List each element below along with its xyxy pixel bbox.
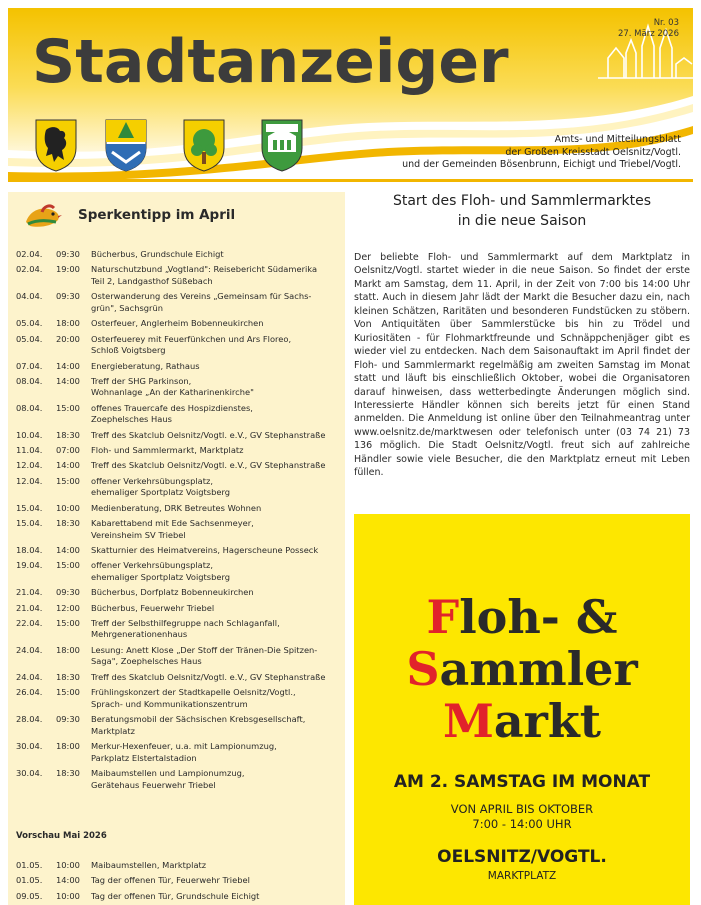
event-date: 01.05. — [16, 860, 43, 870]
event-time: 14:00 — [56, 545, 80, 556]
event-time: 09:30 — [56, 587, 80, 598]
event-description: Osterfeuerey mit Feuerfünkchen und Ars Floreo, — [91, 333, 292, 344]
event-description: Merkur-Hexenfeuer, u.a. mit Lampionumzug, — [91, 741, 277, 752]
event-description: Treff des Skatclub Oelsnitz/Vogtl. e.V., GV Stephanstraße — [91, 460, 326, 471]
event-description: Treff des Skatclub Oelsnitz/Vogtl. e.V., GV Stephanstraße — [91, 429, 326, 440]
event-item — [16, 403, 342, 426]
event-description: Teil 2, Landgasthof Süßebach — [91, 275, 213, 286]
event-description: Tag der offenen Tür, Feuerwehr Triebel — [91, 875, 250, 886]
event-description: Schloß Voigtsberg — [91, 345, 166, 356]
event-item — [16, 291, 342, 314]
event-item — [16, 618, 342, 641]
ad-initial: F — [426, 590, 460, 644]
newspaper-title: Stadtanzeiger — [32, 27, 509, 97]
ad-hours: 7:00 - 14:00 UHR — [472, 817, 572, 831]
event-description: Treff des Skatclub Oelsnitz/Vogtl. e.V., GV Stephanstraße — [91, 671, 326, 682]
event-item — [16, 741, 342, 764]
event-date: 22.04. — [16, 617, 43, 628]
ad-headline-floh — [354, 590, 690, 644]
masthead-subtitle — [402, 134, 681, 172]
event-date: 02.04. — [16, 264, 43, 275]
event-description: Bücherbus, Grundschule Eichigt — [91, 249, 224, 259]
event-item — [16, 587, 342, 599]
building-crest-icon — [260, 118, 304, 172]
event-time: 18:00 — [56, 318, 80, 329]
event-item — [16, 460, 342, 472]
ad-headline-sammler — [354, 642, 690, 696]
event-time: 19:00 — [56, 264, 80, 275]
issue-number: Nr. 03 — [653, 18, 679, 28]
event-description: Bücherbus, Feuerwehr Triebel — [91, 602, 215, 613]
event-item — [16, 430, 342, 442]
header-divider — [8, 179, 693, 182]
ad-schedule: AM 2. SAMSTAG IM MONAT — [393, 772, 651, 792]
municipal-crests — [34, 118, 314, 178]
event-description: Tag der offenen Tür, Grundschule Eichigt — [91, 890, 260, 901]
subtitle-line: Amts- und Mitteilungsblatt — [554, 134, 681, 145]
ad-city: OELSNITZ/VOGTL. — [437, 847, 607, 867]
event-date: 15.04. — [16, 502, 43, 513]
event-date: 24.04. — [16, 644, 43, 655]
event-description: offenes Trauercafe des Hospizdienstes, — [91, 402, 253, 413]
event-date: 21.04. — [16, 587, 43, 598]
event-description: ehemaliger Sportplatz Voigtsberg — [91, 487, 230, 498]
event-description: Energieberatung, Rathaus — [91, 360, 200, 371]
ad-period — [354, 802, 690, 832]
event-date: 18.04. — [16, 545, 43, 556]
event-item — [16, 714, 342, 737]
event-date: 05.04. — [16, 333, 43, 344]
event-description: Treff der Selbsthilfegruppe nach Schlaganfall, — [91, 617, 280, 628]
event-date: 30.04. — [16, 741, 43, 752]
fir-tree-crest-icon — [104, 118, 148, 172]
event-item — [16, 875, 342, 887]
event-time: 14:00 — [56, 875, 80, 886]
event-time: 15:00 — [56, 475, 80, 486]
event-item — [16, 264, 342, 287]
lion-crest-icon — [34, 118, 78, 172]
ad-initial: S — [406, 642, 440, 696]
event-time: 15:00 — [56, 617, 80, 628]
event-description: Osterwanderung des Vereins „Gemeinsam für Sachs- — [91, 291, 312, 302]
event-date: 12.04. — [16, 460, 43, 471]
event-item — [16, 687, 342, 710]
event-description: Gerätehaus Feuerwehr Triebel — [91, 779, 216, 790]
event-time: 18:00 — [56, 741, 80, 752]
event-item — [16, 645, 342, 668]
event-description: Maibaumstellen, Marktplatz — [91, 860, 207, 870]
event-item — [16, 376, 342, 399]
market-advertisement — [354, 514, 690, 905]
ad-place: MARKTPLATZ — [487, 870, 557, 882]
event-time: 14:00 — [56, 460, 80, 471]
event-time: 15:00 — [56, 687, 80, 698]
event-item — [16, 545, 342, 557]
event-date: 10.04. — [16, 429, 43, 440]
article-title-line: in die neue Saison — [457, 213, 587, 229]
event-date: 04.04. — [16, 291, 43, 302]
calendar-heading: Sperkentipp im April — [78, 207, 236, 223]
event-item — [16, 361, 342, 373]
ad-initial: M — [442, 694, 494, 748]
event-date: 15.04. — [16, 518, 43, 529]
event-date: 08.04. — [16, 375, 43, 386]
event-time: 20:00 — [56, 333, 80, 344]
event-description: Wohnanlage „An der Katharinenkirche" — [91, 387, 254, 398]
event-time: 18:00 — [56, 644, 80, 655]
event-description: grün", Sachsgrün — [91, 302, 163, 313]
event-list — [16, 249, 342, 795]
event-time: 09:30 — [56, 291, 80, 302]
event-time: 10:00 — [56, 890, 80, 901]
issue-info — [618, 18, 679, 40]
event-date: 21.04. — [16, 602, 43, 613]
event-description: Osterfeuer, Anglerheim Bobenneukirchen — [91, 318, 264, 329]
event-description: offener Verkehrsübungsplatz, — [91, 560, 213, 571]
event-description: Frühlingskonzert der Stadtkapelle Oelsnitz/Vogtl., — [91, 687, 296, 698]
event-description: Medienberatung, DRK Betreutes Wohnen — [91, 502, 262, 513]
event-item — [16, 672, 342, 684]
event-time: 18:30 — [56, 429, 80, 440]
event-description: Maibaumstellen und Lampionumzug, — [91, 768, 245, 779]
event-time: 10:00 — [56, 860, 80, 870]
event-description: Parkplatz Elstertalstadion — [91, 752, 197, 763]
ad-word: loh- & — [459, 590, 618, 644]
ad-word: arkt — [493, 694, 602, 748]
event-item — [16, 891, 342, 903]
event-date: 05.04. — [16, 318, 43, 329]
event-time: 10:00 — [56, 502, 80, 513]
event-date: 12.04. — [16, 475, 43, 486]
ad-headline-markt — [354, 694, 690, 748]
event-date: 08.04. — [16, 402, 43, 413]
event-time: 12:00 — [56, 602, 80, 613]
event-date: 09.05. — [16, 890, 43, 901]
event-date: 24.04. — [16, 671, 43, 682]
event-item — [16, 503, 342, 515]
event-date: 28.04. — [16, 714, 43, 725]
article-title — [352, 191, 692, 231]
event-description: Zoephelsches Haus — [91, 414, 172, 425]
event-date: 26.04. — [16, 687, 43, 698]
event-item — [16, 603, 342, 615]
event-description: ehemaliger Sportplatz Voigtsberg — [91, 571, 230, 582]
oak-leaf-crest-icon — [182, 118, 226, 172]
event-time: 09:30 — [56, 714, 80, 725]
event-date: 02.04. — [16, 249, 43, 259]
event-item — [16, 860, 342, 872]
event-description: Vereinsheim SV Triebel — [91, 529, 186, 540]
event-date: 07.04. — [16, 360, 43, 371]
event-description: Floh- und Sammlermarkt, Marktplatz — [91, 445, 244, 456]
event-time: 15:00 — [56, 402, 80, 413]
article-body: Der beliebte Floh- und Sammlermarkt auf dem Marktplatz in Oelsnitz/Vogtl. startet wieder in die neue Saison. So findet der erste Markt am Samstag, dem 11. April, in der Zeit von 7:00 bis 14:00 Uhr statt. Auch in diesem Jahr lädt der Markt die Besucher dazu ein, nach kleinen Schätzen, Raritäten und besonderen Fundstücken zu stöbern. Von Antiquitäten über Sammlerstücke bis hin zu Trödel und Kuriositäten - für Flohmarktfreunde und Schnäppchenjäger gibt es wieder viel zu entdecken. Nach dem Saisonauftakt im April findet der Floh- und Sammlermarkt regelmäßig am zweiten Samstag im Monat statt und läuft bis einschließlich Oktober, wobei die Organisatoren darauf hinweisen, dass wetterbedingte Änderungen möglich sind. Interessierte Händler können sich bereits jetzt für einen Stand anmelden. Die Anmeldung ist online über den Teilnahmeantrag unter www.oelsnitz.de/marktwesen oder telefonisch unter (03 74 21) 73 136 möglich. Die Stadt Oelsnitz/Vogtl. freut sich auf zahlreiche Händler sowie viele Besucher, die den Marktplatz erneut mit Leben füllen. — [354, 252, 690, 479]
event-description: Bücherbus, Dorfplatz Bobenneukirchen — [91, 587, 254, 598]
event-item — [16, 318, 342, 330]
article-title-line: Start des Floh- und Sammlermarktes — [392, 193, 652, 209]
event-item — [16, 334, 342, 357]
event-time: 14:00 — [56, 375, 80, 386]
event-item — [16, 445, 342, 457]
ad-period-months: VON APRIL BIS OKTOBER — [450, 802, 594, 816]
masthead — [8, 8, 693, 180]
event-item — [16, 476, 342, 499]
event-description: Kabarettabend mit Ede Sachsenmeyer, — [91, 518, 254, 529]
event-time: 18:30 — [56, 518, 80, 529]
event-date: 11.04. — [16, 445, 43, 456]
issue-date: 27. März 2026 — [617, 29, 679, 40]
event-time: 14:00 — [56, 360, 80, 371]
event-date: 19.04. — [16, 560, 43, 571]
ad-word: ammler — [439, 642, 638, 696]
event-time: 07:00 — [56, 445, 80, 456]
event-description: Marktplatz — [91, 725, 135, 736]
bird-logo-icon — [22, 200, 62, 234]
event-item — [16, 560, 342, 583]
event-description: Skatturnier des Heimatvereins, Hagerscheune Posseck — [91, 545, 319, 556]
event-item — [16, 518, 342, 541]
event-description: offener Verkehrsübungsplatz, — [91, 475, 213, 486]
event-time: 18:30 — [56, 768, 80, 779]
event-item — [16, 768, 342, 791]
subtitle-line: der Großen Kreisstadt Oelsnitz/Vogtl. — [505, 146, 681, 158]
subtitle-line: und der Gemeinden Bösenbrunn, Eichigt und Triebel/Vogtl. — [402, 159, 681, 171]
event-date: 01.05. — [16, 875, 43, 886]
event-description: Beratungsmobil der Sächsischen Krebsgesellschaft, — [91, 714, 306, 725]
event-item — [16, 249, 342, 261]
event-description: Sprach- und Kommunikationszentrum — [91, 698, 248, 709]
event-description: Saga", Zoephelsches Haus — [91, 656, 202, 667]
preview-heading: Vorschau Mai 2026 — [16, 831, 107, 841]
event-description: Naturschutzbund „Vogtland": Reisebericht Südamerika — [91, 264, 318, 275]
event-description: Mehrgenerationenhaus — [91, 629, 188, 640]
event-time: 18:30 — [56, 671, 80, 682]
event-description: Treff der SHG Parkinson, — [91, 375, 192, 386]
event-calendar — [8, 192, 345, 905]
event-time: 15:00 — [56, 560, 80, 571]
event-date: 30.04. — [16, 768, 43, 779]
event-time: 09:30 — [56, 249, 80, 259]
preview-event-list — [16, 860, 342, 905]
event-description: Lesung: Anett Klose „Der Stoff der Tränen-Die Spitzen- — [91, 644, 318, 655]
